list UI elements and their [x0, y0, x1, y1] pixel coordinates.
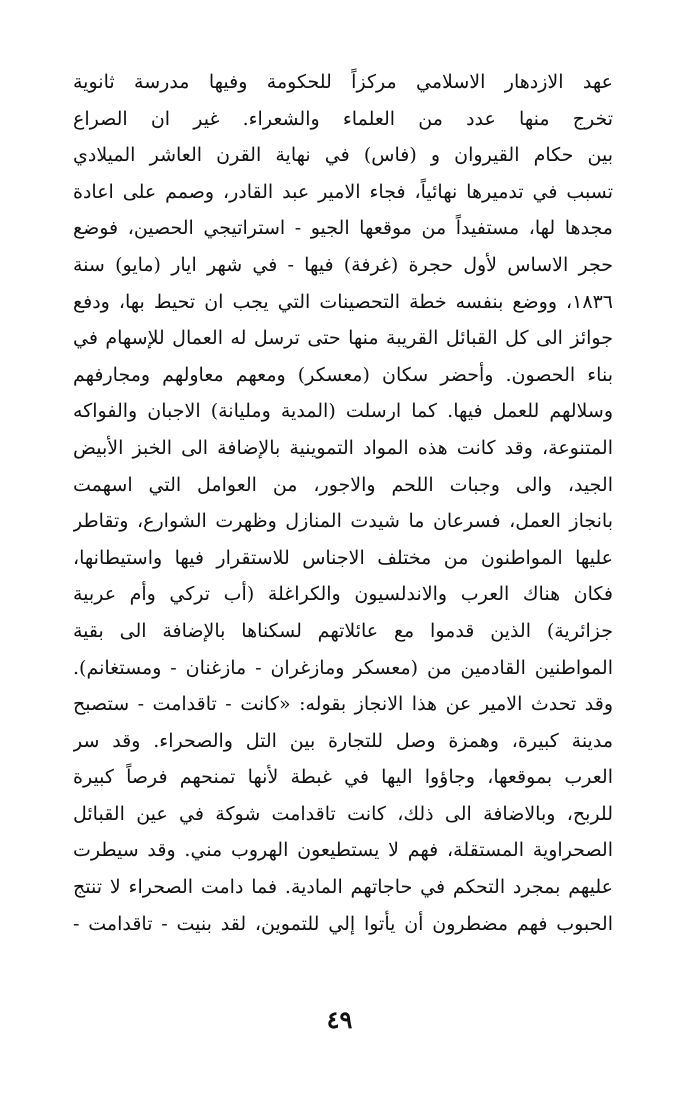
text-line: وقد تحدث الامير عن هذا الانجاز بقوله: «كانت - تاقدامت - ستصبح [73, 693, 613, 716]
text-line: للربح، وبالاضافة الى ذلك، كانت تاقدامت شوكة في عين القبائل [73, 802, 613, 825]
text-line: جزائرية) الذين قدموا مع عائلاتهم لسكناها بالإضافة الى بقية [73, 619, 613, 642]
text-line: تخرج منها عدد من العلماء والشعراء. غير ان الصراع [73, 107, 613, 130]
page-number: ٤٩ [326, 1005, 353, 1034]
text-line: وسلالهم للعمل فيها. كما ارسلت (المدية ومليانة) الاجبان والفواكه [73, 400, 613, 423]
text-line: الصحراوية المستقلة، فهم لا يستطيعون الهروب مني. وقد سيطرت [73, 839, 613, 862]
text-line: الجيد، والى وجبات اللحم والاجور، من العوامل التي اسهمت [73, 473, 613, 496]
text-line: بناء الحصون. وأحضر سكان (معسكر) ومعهم معاولهم ومجارفهم [73, 363, 613, 386]
text-line: حجر الاساس لأول حجرة (غرفة) فيها - في شهر ايار (مايو) سنة [73, 253, 613, 276]
text-line: فكان هناك العرب والاندلسيون والكراغلة (أب تركي وأم عربية [73, 583, 613, 606]
text-line: المواطنين القادمين من (معسكر ومازغران - مازغنان - ومستغانم). [73, 656, 613, 679]
text-line: مجدها لها، مستفيداً من موقعها الجيو - استراتيجي الحصين، فوضع [73, 217, 613, 240]
text-line: ١٨٣٦، ووضع بنفسه خطة التحصينات التي يجب ان تحيط بها، ودفع [73, 290, 613, 313]
text-line: المتنوعة، وقد كانت هذه المواد التموينية بالإضافة الى الخبز الأبيض [73, 436, 613, 459]
body-text [73, 64, 613, 942]
text-line: تسبب في تدميرها نهائياً، فجاء الامير عبد القادر، وصمم على اعادة [73, 180, 613, 203]
text-line: عليها المواطنون من مختلف الاجناس للاستقرار فيها واستيطانها، [73, 546, 613, 569]
text-line: جوائز الى كل القبائل القريبة منها حتى ترسل له العمال للإسهام في [73, 327, 613, 350]
text-line: مدينة كبيرة، وهمزة وصل للتجارة بين التل والصحراء. وقد سر [73, 729, 613, 752]
text-line: عليهم بمجرد التحكم في حاجاتهم المادية. فما دامت الصحراء لا تنتج [73, 876, 613, 899]
text-line: بين حكام القيروان و (فاس) في نهاية القرن العاشر الميلادي [73, 144, 613, 167]
text-line: الحبوب فهم مضطرون أن يأتوا إلي للتموين، لقد بنيت - تاقدامت - [73, 912, 613, 935]
text-line: العرب بموقعها، وجاؤوا اليها في غبطة لأنها تمنحهم فرصاً كبيرة [73, 766, 613, 789]
text-line: بانجاز العمل، فسرعان ما شيدت المنازل وظهرت الشوارع، وتقاطر [73, 510, 613, 533]
text-line: عهد الازدهار الاسلامي مركزاً للحكومة وفيها مدرسة ثانوية [73, 71, 613, 93]
